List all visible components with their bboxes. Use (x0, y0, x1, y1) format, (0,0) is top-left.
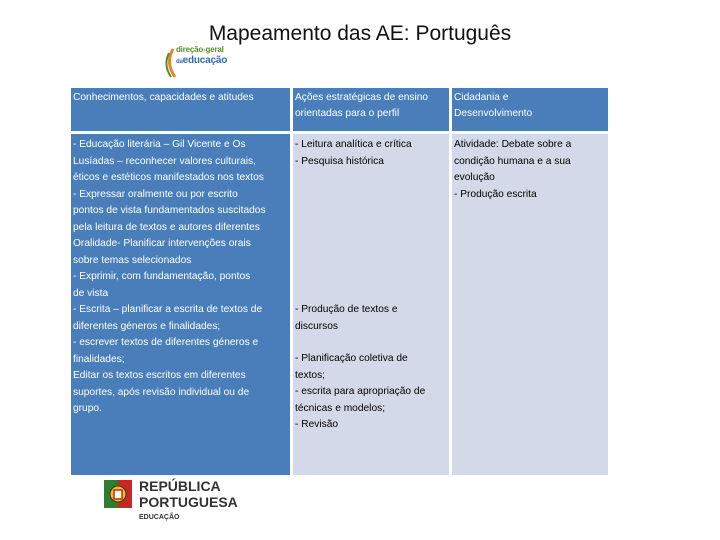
cell-line: Editar os textos escritos em diferentes (73, 370, 246, 381)
cell-line: suportes, após revisão individual ou de (73, 386, 250, 398)
strategies-block-2 (295, 302, 398, 335)
dge-logo (163, 43, 237, 83)
dge-logo-line1: direção-geral (176, 45, 224, 54)
cell-line: Lusíadas – reconhecer valores culturais, (73, 155, 256, 167)
republica-emblem-icon (102, 478, 136, 512)
cell-line: de vista (73, 287, 109, 299)
cell-line: - escrita para apropriação de (295, 386, 426, 397)
cell-line: - Planificação coletiva de (295, 353, 408, 364)
header-citizenship (452, 88, 608, 131)
header-strategies: Ações estratégicas de ensino orientadas para o perfil (293, 88, 449, 131)
cell-line: Atividade: Debate sobre a (454, 139, 572, 150)
cell-line: - Exprimir, com fundamentação, pontos (73, 271, 251, 282)
header-citizenship-text: Cidadania e Desenvolvimento (454, 92, 533, 119)
cell-line: pela leitura de textos e autores diferentes (73, 221, 260, 233)
cell-line: sobre temas selecionados (73, 254, 192, 266)
dge-logo-line2 (176, 55, 227, 66)
cell-line: - escrever textos de diferentes géneros e (73, 337, 259, 348)
page-title: Mapeamento das AE: Português (208, 22, 512, 45)
republica-portuguesa-logo (102, 474, 242, 530)
cell-line: textos; (295, 369, 326, 381)
header-knowledge: Conhecimentos, capacidades e atitudes (71, 88, 290, 131)
cell-line: condição humana e a sua (454, 155, 571, 167)
cell-line: - Revisão (295, 419, 339, 430)
cell-line: Oralidade- Planificar intervenções orais (73, 238, 251, 249)
cell-line: éticos e estéticos manifestados nos textos (73, 172, 264, 183)
cell-line: - Leitura analítica e crítica (295, 139, 412, 150)
cell-line: - Expressar oralmente ou por escrito (73, 188, 238, 200)
cell-strategies (293, 134, 449, 475)
cell-knowledge (71, 134, 290, 475)
educacao-text: EDUCAÇÃO (139, 514, 180, 521)
republica-text: REPÚBLICA (139, 478, 221, 494)
cell-line: técnicas e modelos; (295, 402, 386, 414)
strategies-block-1 (295, 137, 447, 170)
cell-line: diferentes géneros e finalidades; (73, 320, 221, 332)
cell-line: - Produção de textos e (295, 304, 398, 315)
cell-line: finalidades; (73, 353, 125, 365)
strategies-block-3 (295, 351, 425, 434)
cell-line: pontos de vista fundamentados suscitados (73, 205, 266, 216)
cell-line: - Pesquisa histórica (295, 155, 384, 167)
cell-line: discursos (295, 320, 339, 332)
cell-line: - Produção escrita (454, 188, 537, 200)
cell-line: - Educação literária – Gil Vicente e Os (73, 139, 246, 150)
mapping-table (71, 88, 608, 475)
dge-logo-prefix: da (176, 59, 183, 65)
portuguesa-text: PORTUGUESA (139, 494, 238, 510)
cell-line: - Escrita – planificar a escrita de textos de (73, 304, 263, 315)
cell-line: grupo. (73, 403, 102, 414)
cell-citizenship (452, 134, 608, 475)
dge-logo-word: educação (182, 55, 228, 66)
cell-line: evolução (454, 172, 495, 183)
